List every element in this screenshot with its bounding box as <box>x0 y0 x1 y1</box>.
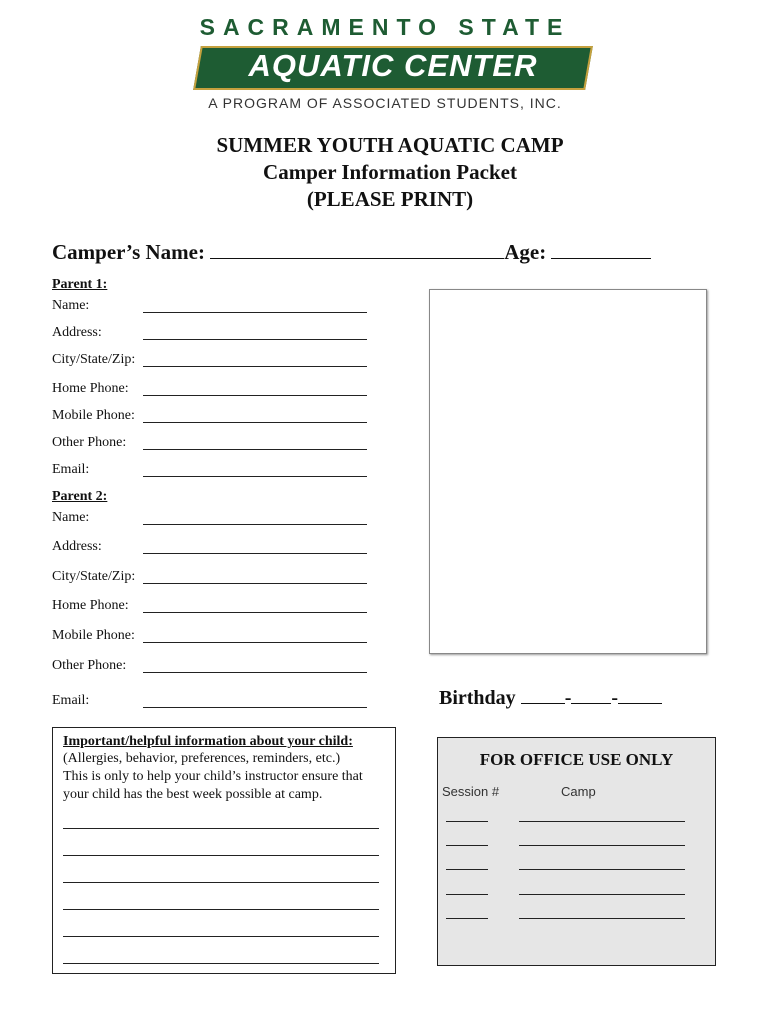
birthday-separator: - <box>564 687 572 709</box>
parent2-email-label: Email: <box>52 693 90 708</box>
office-session-field[interactable] <box>446 894 488 895</box>
photo-box[interactable] <box>429 289 707 654</box>
parent1-name-label: Name: <box>52 298 90 313</box>
office-camp-field[interactable] <box>519 918 685 919</box>
parent1-header: Parent 1: <box>52 277 108 292</box>
office-use-title: FOR OFFICE USE ONLY <box>479 750 674 769</box>
office-session-field[interactable] <box>446 821 488 822</box>
parent1-other-phone-field[interactable] <box>143 449 367 450</box>
child-info-line[interactable] <box>63 882 379 883</box>
parent1-other-phone-label: Other Phone: <box>52 435 127 450</box>
camper-name-label: Camper’s Name: <box>52 240 205 264</box>
parent2-name-field[interactable] <box>143 524 367 525</box>
parent2-address-label: Address: <box>52 539 102 554</box>
page-subtitle: Camper Information Packet <box>263 160 517 184</box>
child-info-text-1: (Allergies, behavior, preferences, reminders, etc.) <box>63 751 341 766</box>
office-camp-field[interactable] <box>519 845 685 846</box>
parent2-city-label: City/State/Zip: <box>52 569 136 584</box>
parent2-mobile-phone-field[interactable] <box>143 642 367 643</box>
birthday-separator: - <box>611 687 619 709</box>
parent1-mobile-phone-label: Mobile Phone: <box>52 408 135 423</box>
parent1-city-label: City/State/Zip: <box>52 352 136 367</box>
child-info-line[interactable] <box>63 909 379 910</box>
office-session-field[interactable] <box>446 918 488 919</box>
logo-top-text: SACRAMENTO STATE <box>199 14 571 40</box>
birthday-row <box>439 687 662 710</box>
child-info-text-3: your child has the best week possible at camp. <box>63 787 323 802</box>
office-session-field[interactable] <box>446 869 488 870</box>
office-camp-header: Camp <box>561 784 596 799</box>
parent2-city-field[interactable] <box>143 583 367 584</box>
parent2-home-phone-label: Home Phone: <box>52 598 129 613</box>
office-session-field[interactable] <box>446 845 488 846</box>
birthday-month-field[interactable] <box>521 703 565 704</box>
parent1-city-field[interactable] <box>143 366 367 367</box>
parent1-address-field[interactable] <box>143 339 367 340</box>
parent1-home-phone-field[interactable] <box>143 395 367 396</box>
camper-name-field[interactable] <box>210 258 504 259</box>
parent2-header: Parent 2: <box>52 489 108 504</box>
logo-main-text: AQUATIC CENTER <box>248 48 538 83</box>
parent2-mobile-phone-label: Mobile Phone: <box>52 628 135 643</box>
child-info-text-2: This is only to help your child’s instructor ensure that <box>63 769 363 784</box>
page-title: SUMMER YOUTH AQUATIC CAMP <box>216 133 564 157</box>
child-info-line[interactable] <box>63 828 379 829</box>
office-camp-field[interactable] <box>519 821 685 822</box>
office-session-header: Session # <box>442 784 500 799</box>
print-instruction: (PLEASE PRINT) <box>306 187 474 211</box>
birthday-year-field[interactable] <box>618 703 662 704</box>
parent2-other-phone-field[interactable] <box>143 672 367 673</box>
age-label: Age: <box>504 240 547 264</box>
parent1-mobile-phone-field[interactable] <box>143 422 367 423</box>
child-info-line[interactable] <box>63 936 379 937</box>
parent2-name-label: Name: <box>52 510 90 525</box>
parent1-email-label: Email: <box>52 462 90 477</box>
parent2-other-phone-label: Other Phone: <box>52 658 127 673</box>
office-use-box <box>437 737 716 966</box>
parent1-name-field[interactable] <box>143 312 367 313</box>
parent1-email-field[interactable] <box>143 476 367 477</box>
parent1-home-phone-label: Home Phone: <box>52 381 129 396</box>
parent2-home-phone-field[interactable] <box>143 612 367 613</box>
parent2-address-field[interactable] <box>143 553 367 554</box>
office-camp-field[interactable] <box>519 894 685 895</box>
birthday-day-field[interactable] <box>571 703 611 704</box>
child-info-header: Important/helpful information about your child: <box>63 734 353 749</box>
camper-name-row <box>52 240 651 265</box>
birthday-label: Birthday <box>439 687 516 709</box>
child-info-line[interactable] <box>63 855 379 856</box>
child-info-line[interactable] <box>63 963 379 964</box>
office-camp-field[interactable] <box>519 869 685 870</box>
age-field[interactable] <box>551 258 651 259</box>
logo-subtitle: A PROGRAM OF ASSOCIATED STUDENTS, INC. <box>208 95 562 111</box>
parent1-address-label: Address: <box>52 325 102 340</box>
parent2-email-field[interactable] <box>143 707 367 708</box>
